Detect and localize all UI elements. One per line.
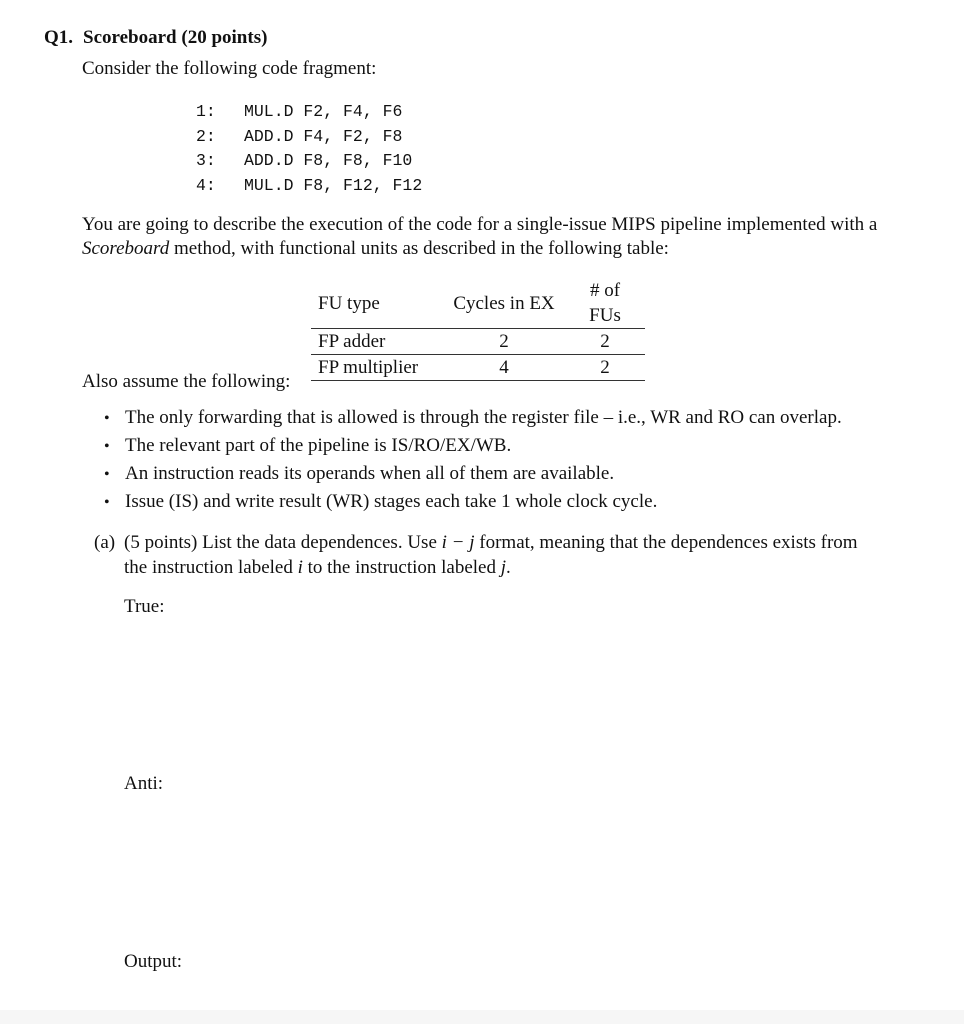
list-item-text: An instruction reads its operands when all of them are available.: [125, 463, 615, 484]
question-number: Q1.: [44, 27, 74, 48]
fu-table-header: # of FUs: [589, 280, 621, 326]
assumptions-list: [104, 404, 842, 516]
bullet-icon: •: [104, 410, 110, 427]
part-a-label: (a): [94, 532, 116, 553]
part-a-text: to the instruction labeled: [302, 557, 501, 578]
list-item-text: The relevant part of the pipeline is IS/RO/EX/WB.: [125, 435, 512, 456]
code-fragment: [196, 100, 422, 198]
fu-table-header-row: [311, 278, 645, 329]
code-line-label: 2:: [196, 126, 216, 146]
bullet-icon: •: [104, 438, 110, 455]
true-dependences-answer-area[interactable]: [124, 630, 864, 760]
page-bottom-edge: [0, 1010, 964, 1024]
fu-table-row: [311, 329, 645, 355]
description-paragraph: [82, 213, 882, 261]
intro-text: Consider the following code fragment:: [82, 58, 377, 79]
fu-table-cell: 2: [600, 357, 610, 378]
anti-dependences-label: Anti:: [124, 773, 164, 794]
code-line-label: 3:: [196, 151, 216, 170]
code-line-text: MUL.D F2, F4, F6: [244, 102, 403, 121]
fu-table: [311, 278, 645, 381]
math-i: i: [297, 557, 303, 578]
list-item-text: The only forwarding that is allowed is through the register file – i.e., WR and RO can overlap.: [125, 407, 842, 428]
list-item: [104, 460, 842, 488]
assumptions-intro: Also assume the following:: [82, 371, 291, 392]
description-before: You are going to describe the execution of the code for a single-issue MIPS pipeline implemented with a: [82, 214, 878, 235]
question-title: Scoreboard (20 points): [83, 27, 268, 48]
list-item: [104, 432, 842, 460]
code-line: [196, 125, 422, 150]
fu-table-row: [311, 355, 645, 381]
description-emphasis: Scoreboard: [82, 238, 170, 259]
code-line-label: 1:: [196, 102, 216, 121]
code-line: [196, 149, 422, 174]
list-item: [104, 488, 842, 516]
part-a-text: the instruction labeled: [124, 557, 298, 578]
description-after: method, with functional units as described in the following table:: [169, 238, 669, 259]
bullet-icon: •: [104, 494, 110, 511]
fu-table-cell: 2: [600, 331, 610, 352]
math-j: j: [500, 557, 507, 578]
anti-dependences-answer-area[interactable]: [124, 807, 864, 937]
question-heading: [44, 27, 267, 49]
fu-table-header: Cycles in EX: [453, 292, 555, 314]
code-line: [196, 174, 422, 199]
code-line-label: 4:: [196, 175, 216, 195]
fu-table-header: FU type: [318, 292, 380, 314]
list-item: [104, 404, 842, 432]
part-a-line-1: [94, 530, 858, 555]
part-a-text: .: [506, 557, 511, 578]
code-line-text: ADD.D F4, F2, F8: [244, 126, 403, 146]
list-item-text: Issue (IS) and write result (WR) stages each take 1 whole clock cycle.: [125, 491, 658, 512]
code-line-text: MUL.D F8, F12, F12: [244, 175, 423, 195]
code-line: [196, 100, 422, 125]
fu-table-cell: FP multiplier: [318, 357, 419, 378]
code-line-text: ADD.D F8, F8, F10: [244, 151, 413, 170]
bullet-icon: •: [104, 466, 110, 483]
fu-table-cell: 2: [499, 331, 509, 352]
fu-table-cell: FP adder: [318, 331, 386, 352]
part-a-line-2: [94, 555, 858, 580]
part-a-prompt: [94, 530, 858, 580]
fu-table-cell: 4: [499, 357, 509, 378]
true-dependences-label: True:: [124, 596, 165, 617]
part-a-text: format, meaning that the dependences exists from: [474, 532, 858, 553]
part-a-text: (5 points) List the data dependences. Use: [124, 532, 442, 553]
output-dependences-label: Output:: [124, 951, 183, 972]
math-format: i − j: [441, 532, 475, 553]
